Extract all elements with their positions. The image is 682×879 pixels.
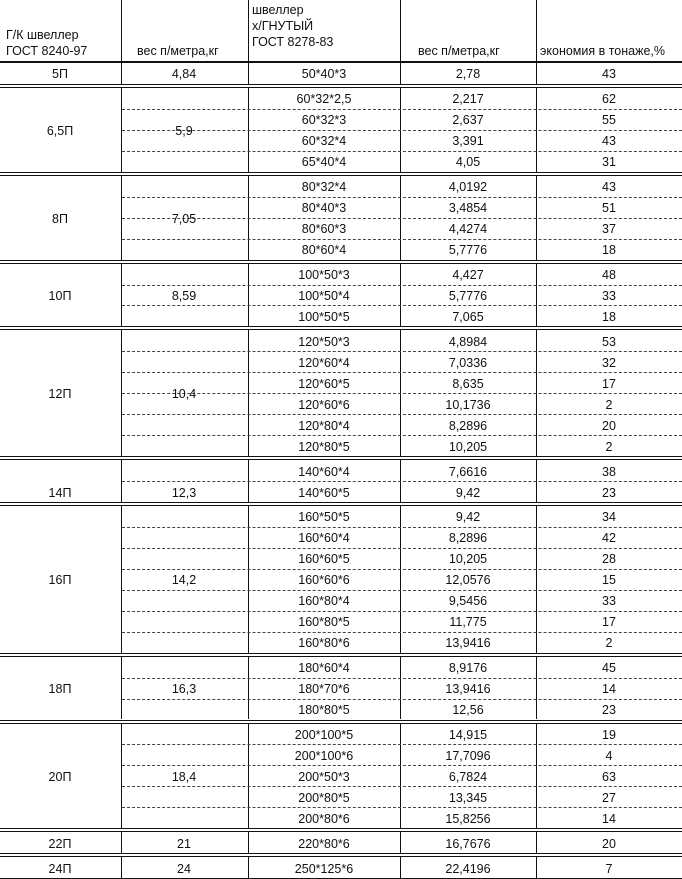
column-divider <box>400 0 401 61</box>
row-divider <box>122 305 682 306</box>
bent-weight-cell: 4,427 <box>452 268 484 283</box>
bent-profile-cell: 200*80*5 <box>298 790 350 805</box>
gk-profile-cell: 24П <box>48 861 72 876</box>
bent-weight-cell: 13,9416 <box>445 636 491 651</box>
table-border <box>0 172 682 173</box>
gk-profile-cell: 6,5П <box>46 123 74 138</box>
economy-cell: 34 <box>602 510 616 525</box>
bent-profile-cell: 160*60*6 <box>298 573 350 588</box>
row-divider <box>122 435 682 436</box>
column-divider <box>248 724 249 829</box>
header-economy: экономия в тонаже,% <box>540 44 666 58</box>
gk-weight-cell: 14,2 <box>171 573 197 588</box>
bent-profile-cell: 120*50*3 <box>298 334 350 349</box>
gk-profile-cell: 12П <box>48 387 72 402</box>
header-gk-line-2: ГОСТ 8240-97 <box>6 44 88 58</box>
bent-profile-cell: 120*60*6 <box>298 397 350 412</box>
economy-cell: 33 <box>602 288 616 303</box>
row-divider <box>122 765 682 766</box>
column-divider <box>248 857 249 878</box>
economy-cell: 48 <box>602 268 616 283</box>
row-divider <box>122 197 682 198</box>
column-divider <box>536 63 537 84</box>
table-border <box>0 87 682 88</box>
economy-cell: 2 <box>605 397 613 412</box>
economy-cell: 17 <box>602 376 616 391</box>
bent-profile-cell: 140*60*4 <box>298 464 350 479</box>
row-divider <box>122 527 682 528</box>
table-border <box>0 326 682 327</box>
economy-cell: 31 <box>602 155 616 170</box>
bent-weight-cell: 10,1736 <box>445 397 491 412</box>
bent-profile-cell: 120*60*4 <box>298 355 350 370</box>
table-border <box>0 175 682 176</box>
bent-weight-cell: 9,42 <box>455 510 481 525</box>
column-divider <box>536 264 537 327</box>
gk-weight-cell: 12,3 <box>171 485 197 500</box>
bent-profile-cell: 160*60*5 <box>298 552 350 567</box>
header-bent-line-1: швеллер <box>252 3 304 17</box>
gk-weight-cell: 7,05 <box>171 211 197 226</box>
economy-cell: 53 <box>602 334 616 349</box>
row-divider <box>122 548 682 549</box>
economy-cell: 14 <box>602 811 616 826</box>
gk-profile-cell: 14П <box>48 485 72 500</box>
bent-profile-cell: 120*80*5 <box>298 439 350 454</box>
row-divider <box>122 414 682 415</box>
table-border <box>0 831 682 832</box>
economy-cell: 23 <box>602 703 616 718</box>
header-gk-line-1: Г/К швеллер <box>6 28 79 42</box>
table-border <box>0 656 682 657</box>
economy-cell: 14 <box>602 682 616 697</box>
bent-profile-cell: 160*80*6 <box>298 636 350 651</box>
gk-profile-cell: 22П <box>48 836 72 851</box>
bent-profile-cell: 65*40*4 <box>301 155 347 170</box>
column-divider <box>400 63 401 84</box>
column-divider <box>121 0 122 61</box>
bent-profile-cell: 120*60*5 <box>298 376 350 391</box>
gk-weight-cell: 10,4 <box>171 387 197 402</box>
gk-weight-cell: 24 <box>177 861 191 876</box>
bent-profile-cell: 160*80*4 <box>298 594 350 609</box>
column-divider <box>400 832 401 853</box>
bent-weight-cell: 13,345 <box>448 790 488 805</box>
gk-weight-cell: 8,59 <box>171 288 197 303</box>
column-divider <box>121 506 122 653</box>
column-divider <box>121 264 122 327</box>
bent-weight-cell: 8,9176 <box>448 661 488 676</box>
bent-profile-cell: 180*60*4 <box>298 661 350 676</box>
economy-cell: 20 <box>602 836 616 851</box>
row-divider <box>122 632 682 633</box>
column-divider <box>248 63 249 84</box>
bent-profile-cell: 160*50*5 <box>298 510 350 525</box>
bent-weight-cell: 9,42 <box>455 485 481 500</box>
economy-cell: 27 <box>602 790 616 805</box>
row-divider <box>122 611 682 612</box>
bent-weight-cell: 4,4274 <box>448 222 488 237</box>
column-divider <box>400 657 401 720</box>
table-border <box>0 502 682 503</box>
economy-cell: 17 <box>602 615 616 630</box>
gk-weight-cell: 4,84 <box>171 67 197 82</box>
economy-cell: 43 <box>602 180 616 195</box>
bent-weight-cell: 4,05 <box>455 155 481 170</box>
bent-weight-cell: 15,8256 <box>445 811 491 826</box>
gk-profile-cell: 18П <box>48 682 72 697</box>
bent-profile-cell: 200*80*6 <box>298 811 350 826</box>
column-divider <box>536 724 537 829</box>
column-divider <box>400 264 401 327</box>
economy-cell: 63 <box>602 769 616 784</box>
bent-weight-cell: 10,205 <box>448 552 488 567</box>
bent-weight-cell: 22,4196 <box>445 861 491 876</box>
column-divider <box>121 724 122 829</box>
bent-profile-cell: 100*50*4 <box>298 288 350 303</box>
column-divider <box>248 506 249 653</box>
economy-cell: 18 <box>602 243 616 258</box>
bent-profile-cell: 100*50*3 <box>298 268 350 283</box>
bent-weight-cell: 8,2896 <box>448 418 488 433</box>
bent-profile-cell: 180*80*5 <box>298 703 350 718</box>
bent-profile-cell: 200*100*5 <box>294 727 354 742</box>
economy-cell: 43 <box>602 67 616 82</box>
bent-weight-cell: 13,9416 <box>445 682 491 697</box>
bent-weight-cell: 2,217 <box>452 92 484 107</box>
header-bent-channel <box>252 2 333 50</box>
economy-cell: 45 <box>602 661 616 676</box>
gk-profile-cell: 5П <box>52 67 68 82</box>
bent-weight-cell: 7,065 <box>452 309 484 324</box>
column-divider <box>536 0 537 61</box>
gk-profile-cell: 16П <box>48 573 72 588</box>
economy-cell: 28 <box>602 552 616 567</box>
bent-profile-cell: 250*125*6 <box>294 861 354 876</box>
economy-cell: 23 <box>602 485 616 500</box>
bent-profile-cell: 160*60*4 <box>298 531 350 546</box>
bent-weight-cell: 5,7776 <box>448 243 488 258</box>
economy-cell: 2 <box>605 636 613 651</box>
row-divider <box>122 678 682 679</box>
bent-weight-cell: 12,56 <box>452 703 484 718</box>
table-border <box>0 329 682 330</box>
economy-cell: 42 <box>602 531 616 546</box>
gk-profile-cell: 20П <box>48 769 72 784</box>
table-border <box>0 653 682 654</box>
bent-profile-cell: 60*32*4 <box>301 134 347 149</box>
header-gk-weight: вес п/метра,кг <box>137 44 219 58</box>
column-divider <box>536 657 537 720</box>
economy-cell: 18 <box>602 309 616 324</box>
economy-cell: 37 <box>602 222 616 237</box>
column-divider <box>536 506 537 653</box>
economy-cell: 38 <box>602 464 616 479</box>
column-divider <box>536 857 537 878</box>
column-divider <box>121 832 122 853</box>
row-divider <box>122 590 682 591</box>
gk-profile-cell: 10П <box>48 288 72 303</box>
bent-weight-cell: 12,0576 <box>445 573 491 588</box>
row-divider <box>122 744 682 745</box>
table-border <box>0 720 682 721</box>
table-border <box>0 84 682 85</box>
gk-weight-cell: 21 <box>177 836 191 851</box>
bent-profile-cell: 60*32*3 <box>301 113 347 128</box>
table-border <box>0 723 682 724</box>
bent-weight-cell: 7,0336 <box>448 355 488 370</box>
column-divider <box>400 857 401 878</box>
gk-weight-cell: 5,9 <box>175 123 193 138</box>
bent-weight-cell: 8,635 <box>452 376 484 391</box>
bent-profile-cell: 220*80*6 <box>298 836 350 851</box>
column-divider <box>121 857 122 878</box>
bent-weight-cell: 4,0192 <box>448 180 488 195</box>
row-divider <box>122 109 682 110</box>
table-border <box>0 456 682 457</box>
table-border <box>0 61 682 63</box>
column-divider <box>248 657 249 720</box>
table-border <box>0 828 682 829</box>
economy-cell: 4 <box>605 748 613 763</box>
row-divider <box>122 372 682 373</box>
bent-profile-cell: 180*70*6 <box>298 682 350 697</box>
column-divider <box>400 724 401 829</box>
column-divider <box>400 506 401 653</box>
bent-weight-cell: 3,391 <box>452 134 484 149</box>
row-divider <box>122 351 682 352</box>
column-divider <box>248 264 249 327</box>
economy-cell: 19 <box>602 727 616 742</box>
row-divider <box>122 699 682 700</box>
column-divider <box>248 0 249 61</box>
gk-weight-cell: 18,4 <box>171 769 197 784</box>
bent-weight-cell: 4,8984 <box>448 334 488 349</box>
economy-cell: 62 <box>602 92 616 107</box>
economy-cell: 33 <box>602 594 616 609</box>
row-divider <box>122 569 682 570</box>
bent-weight-cell: 11,775 <box>449 615 487 630</box>
economy-cell: 20 <box>602 418 616 433</box>
bent-profile-cell: 160*80*5 <box>298 615 350 630</box>
economy-cell: 2 <box>605 439 613 454</box>
column-divider <box>121 63 122 84</box>
row-divider <box>122 786 682 787</box>
bent-profile-cell: 80*32*4 <box>301 180 347 195</box>
economy-cell: 32 <box>602 355 616 370</box>
row-divider <box>122 151 682 152</box>
economy-cell: 55 <box>602 113 616 128</box>
bent-profile-cell: 80*40*3 <box>301 201 347 216</box>
bent-profile-cell: 60*32*2,5 <box>296 92 352 107</box>
economy-cell: 7 <box>605 861 613 876</box>
bent-profile-cell: 120*80*4 <box>298 418 350 433</box>
bent-profile-cell: 80*60*4 <box>301 243 347 258</box>
table-border <box>0 856 682 857</box>
bent-weight-cell: 16,7676 <box>445 836 491 851</box>
bent-weight-cell: 3,4854 <box>448 201 488 216</box>
bent-weight-cell: 9,5456 <box>448 594 488 609</box>
table-border <box>0 459 682 460</box>
header-bent-line-3: ГОСТ 8278-83 <box>252 35 334 49</box>
bent-profile-cell: 50*40*3 <box>301 67 347 82</box>
bent-weight-cell: 2,637 <box>452 113 484 128</box>
table-border <box>0 263 682 264</box>
bent-profile-cell: 200*50*3 <box>298 769 350 784</box>
row-divider <box>122 239 682 240</box>
column-divider <box>536 832 537 853</box>
bent-profile-cell: 80*60*3 <box>301 222 347 237</box>
row-divider <box>122 481 682 482</box>
economy-cell: 51 <box>602 201 616 216</box>
bent-profile-cell: 200*100*6 <box>294 748 354 763</box>
bent-weight-cell: 5,7776 <box>448 288 488 303</box>
header-bent-line-2: х/ГНУТЫЙ <box>252 19 314 33</box>
row-divider <box>122 285 682 286</box>
bent-weight-cell: 7,6616 <box>448 464 488 479</box>
bent-weight-cell: 2,78 <box>455 67 481 82</box>
table-border <box>0 260 682 261</box>
gk-profile-cell: 8П <box>52 211 68 226</box>
column-divider <box>121 657 122 720</box>
column-divider <box>248 832 249 853</box>
gk-weight-cell: 16,3 <box>171 682 197 697</box>
bent-weight-cell: 8,2896 <box>448 531 488 546</box>
row-divider <box>122 807 682 808</box>
table-border <box>0 853 682 854</box>
header-gk-channel <box>6 27 87 59</box>
table-border <box>0 505 682 506</box>
bent-profile-cell: 100*50*5 <box>298 309 350 324</box>
bent-weight-cell: 17,7096 <box>445 748 491 763</box>
header-bent-weight: вес п/метра,кг <box>418 44 500 58</box>
bent-weight-cell: 14,915 <box>448 727 488 742</box>
economy-cell: 15 <box>602 573 616 588</box>
bent-weight-cell: 10,205 <box>448 439 488 454</box>
bent-weight-cell: 6,7824 <box>448 769 488 784</box>
economy-cell: 43 <box>602 134 616 149</box>
bent-profile-cell: 140*60*5 <box>298 485 350 500</box>
